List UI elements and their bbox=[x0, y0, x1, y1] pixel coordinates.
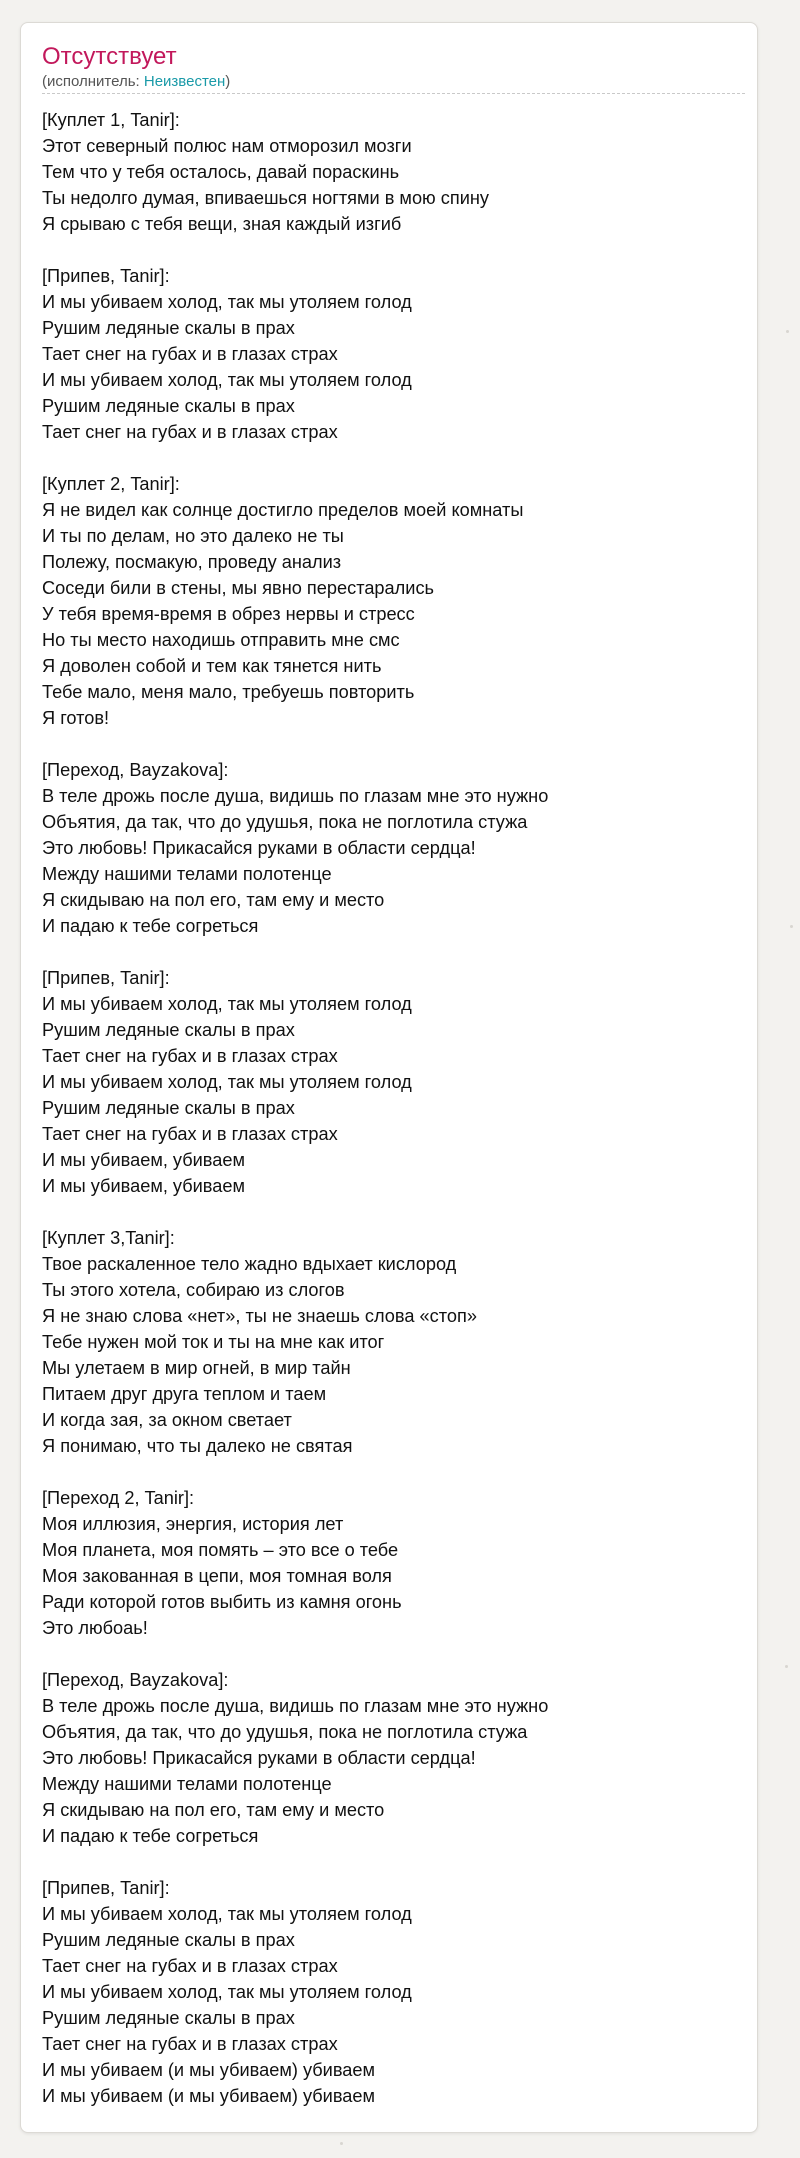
stanza-gap bbox=[42, 237, 742, 263]
lyric-line: Рушим ледяные скалы в прах bbox=[42, 1098, 295, 1118]
lyric-line: Тает снег на губах и в глазах страх bbox=[42, 1046, 338, 1066]
section-heading: [Припев, Tanir]: bbox=[42, 1878, 170, 1898]
header-divider bbox=[42, 93, 745, 94]
lyric-line: Рушим ледяные скалы в прах bbox=[42, 396, 295, 416]
lyric-line: Тает снег на губах и в глазах страх bbox=[42, 1124, 338, 1144]
lyric-line: Это любовь! Прикасайся руками в области сердца! bbox=[42, 1748, 476, 1768]
lyric-line: И мы убиваем холод, так мы утоляем голод bbox=[42, 1904, 412, 1924]
section-heading: [Куплет 2, Tanir]: bbox=[42, 474, 180, 494]
section-heading: [Переход 2, Tanir]: bbox=[42, 1488, 195, 1508]
lyric-line: Полежу, посмакую, проведу анализ bbox=[42, 552, 342, 572]
lyric-line: Мы улетаем в мир огней, в мир тайн bbox=[42, 1358, 351, 1378]
decorative-dot bbox=[785, 1665, 788, 1668]
lyric-line: И падаю к тебе согреться bbox=[42, 1826, 259, 1846]
lyric-line: Рушим ледяные скалы в прах bbox=[42, 1020, 295, 1040]
lyrics-body bbox=[42, 107, 742, 2109]
lyric-line: И ты по делам, но это далеко не ты bbox=[42, 526, 344, 546]
lyric-line: И мы убиваем (и мы убиваем) убиваем bbox=[42, 2086, 376, 2106]
lyric-line: В теле дрожь после душа, видишь по глазам мне это нужно bbox=[42, 1696, 549, 1716]
lyric-line: И мы убиваем холод, так мы утоляем голод bbox=[42, 994, 412, 1014]
lyric-line: Тем что у тебя осталось, давай пораскинь bbox=[42, 162, 400, 182]
lyric-line: Я готов! bbox=[42, 708, 110, 728]
lyric-line: И падаю к тебе согреться bbox=[42, 916, 259, 936]
artist-suffix: ) bbox=[225, 73, 231, 90]
section-heading: [Припев, Tanir]: bbox=[42, 968, 170, 988]
lyric-line: Я доволен собой и тем как тянется нить bbox=[42, 656, 382, 676]
stanza-gap bbox=[42, 1849, 742, 1875]
lyric-line: Питаем друг друга теплом и таем bbox=[42, 1384, 327, 1404]
lyric-line: И когда зая, за окном светает bbox=[42, 1410, 292, 1430]
lyric-line: Моя закованная в цепи, моя томная воля bbox=[42, 1566, 392, 1586]
section-heading: [Переход, Bayzakova]: bbox=[42, 1670, 229, 1690]
lyric-line: И мы убиваем, убиваем bbox=[42, 1150, 245, 1170]
lyric-line: Тает снег на губах и в глазах страх bbox=[42, 2034, 338, 2054]
section-heading: [Переход, Bayzakova]: bbox=[42, 760, 229, 780]
lyric-line: Тает снег на губах и в глазах страх bbox=[42, 422, 338, 442]
stanza-gap bbox=[42, 939, 742, 965]
lyric-line: И мы убиваем холод, так мы утоляем голод bbox=[42, 1072, 412, 1092]
lyric-line: Ради которой готов выбить из камня огонь bbox=[42, 1592, 402, 1612]
stanza-gap bbox=[42, 1641, 742, 1667]
section-heading: [Куплет 3,Tanir]: bbox=[42, 1228, 175, 1248]
lyric-line: Рушим ледяные скалы в прах bbox=[42, 2008, 295, 2028]
lyric-line: И мы убиваем холод, так мы утоляем голод bbox=[42, 1982, 412, 2002]
lyric-line: Ты этого хотела, собираю из слогов bbox=[42, 1280, 345, 1300]
lyric-line: Объятия, да так, что до удушья, пока не поглотила стужа bbox=[42, 1722, 528, 1742]
lyric-line: И мы убиваем холод, так мы утоляем голод bbox=[42, 292, 412, 312]
lyric-line: Между нашими телами полотенце bbox=[42, 864, 332, 884]
lyric-line: Это любоаь! bbox=[42, 1618, 148, 1638]
lyric-line: Моя планета, моя помять – это все о тебе bbox=[42, 1540, 399, 1560]
section-heading: [Куплет 1, Tanir]: bbox=[42, 110, 180, 130]
lyric-line: Ты недолго думая, впиваешься ногтями в мою спину bbox=[42, 188, 489, 208]
stanza-gap bbox=[42, 1459, 742, 1485]
lyric-line: В теле дрожь после душа, видишь по глазам мне это нужно bbox=[42, 786, 549, 806]
lyric-line: Я срываю с тебя вещи, зная каждый изгиб bbox=[42, 214, 402, 234]
lyric-line: И мы убиваем холод, так мы утоляем голод bbox=[42, 370, 412, 390]
lyrics-card bbox=[20, 22, 758, 2133]
song-title: Отсутствует bbox=[42, 43, 177, 70]
artist-link[interactable]: Неизвестен bbox=[143, 73, 226, 90]
lyric-line: Я понимаю, что ты далеко не святая bbox=[42, 1436, 353, 1456]
decorative-dot bbox=[786, 330, 789, 333]
stanza-gap bbox=[42, 445, 742, 471]
lyric-line: Моя иллюзия, энергия, история лет bbox=[42, 1514, 344, 1534]
lyric-line: Рушим ледяные скалы в прах bbox=[42, 1930, 295, 1950]
lyric-line: И мы убиваем (и мы убиваем) убиваем bbox=[42, 2060, 376, 2080]
lyric-line: Этот северный полюс нам отморозил мозги bbox=[42, 136, 412, 156]
lyric-line: Рушим ледяные скалы в прах bbox=[42, 318, 295, 338]
lyric-line: У тебя время-время в обрез нервы и стресс bbox=[42, 604, 415, 624]
lyric-line: Это любовь! Прикасайся руками в области сердца! bbox=[42, 838, 476, 858]
lyric-line: Объятия, да так, что до удушья, пока не поглотила стужа bbox=[42, 812, 528, 832]
lyric-line: Тебе нужен мой ток и ты на мне как итог bbox=[42, 1332, 385, 1352]
lyric-line: Между нашими телами полотенце bbox=[42, 1774, 332, 1794]
section-heading: [Припев, Tanir]: bbox=[42, 266, 170, 286]
lyric-line: Я не знаю слова «нет», ты не знаешь слова «стоп» bbox=[42, 1306, 477, 1326]
lyric-line: Но ты место находишь отправить мне смс bbox=[42, 630, 400, 650]
stanza-gap bbox=[42, 1199, 742, 1225]
lyric-line: Я скидываю на пол его, там ему и место bbox=[42, 890, 385, 910]
lyric-line: Соседи били в стены, мы явно перестарались bbox=[42, 578, 435, 598]
lyric-line: Тает снег на губах и в глазах страх bbox=[42, 1956, 338, 1976]
lyric-line: Я скидываю на пол его, там ему и место bbox=[42, 1800, 385, 1820]
lyric-line: Я не видел как солнце достигло пределов моей комнаты bbox=[42, 500, 524, 520]
lyric-line: Тает снег на губах и в глазах страх bbox=[42, 344, 338, 364]
decorative-dot bbox=[790, 925, 793, 928]
artist-info bbox=[42, 73, 230, 91]
lyric-line: И мы убиваем, убиваем bbox=[42, 1176, 245, 1196]
decorative-dot bbox=[340, 2142, 343, 2145]
lyric-line: Твое раскаленное тело жадно вдыхает кислород bbox=[42, 1254, 457, 1274]
lyric-line: Тебе мало, меня мало, требуешь повторить bbox=[42, 682, 415, 702]
stanza-gap bbox=[42, 731, 742, 757]
artist-prefix: (исполнитель: bbox=[42, 73, 144, 90]
